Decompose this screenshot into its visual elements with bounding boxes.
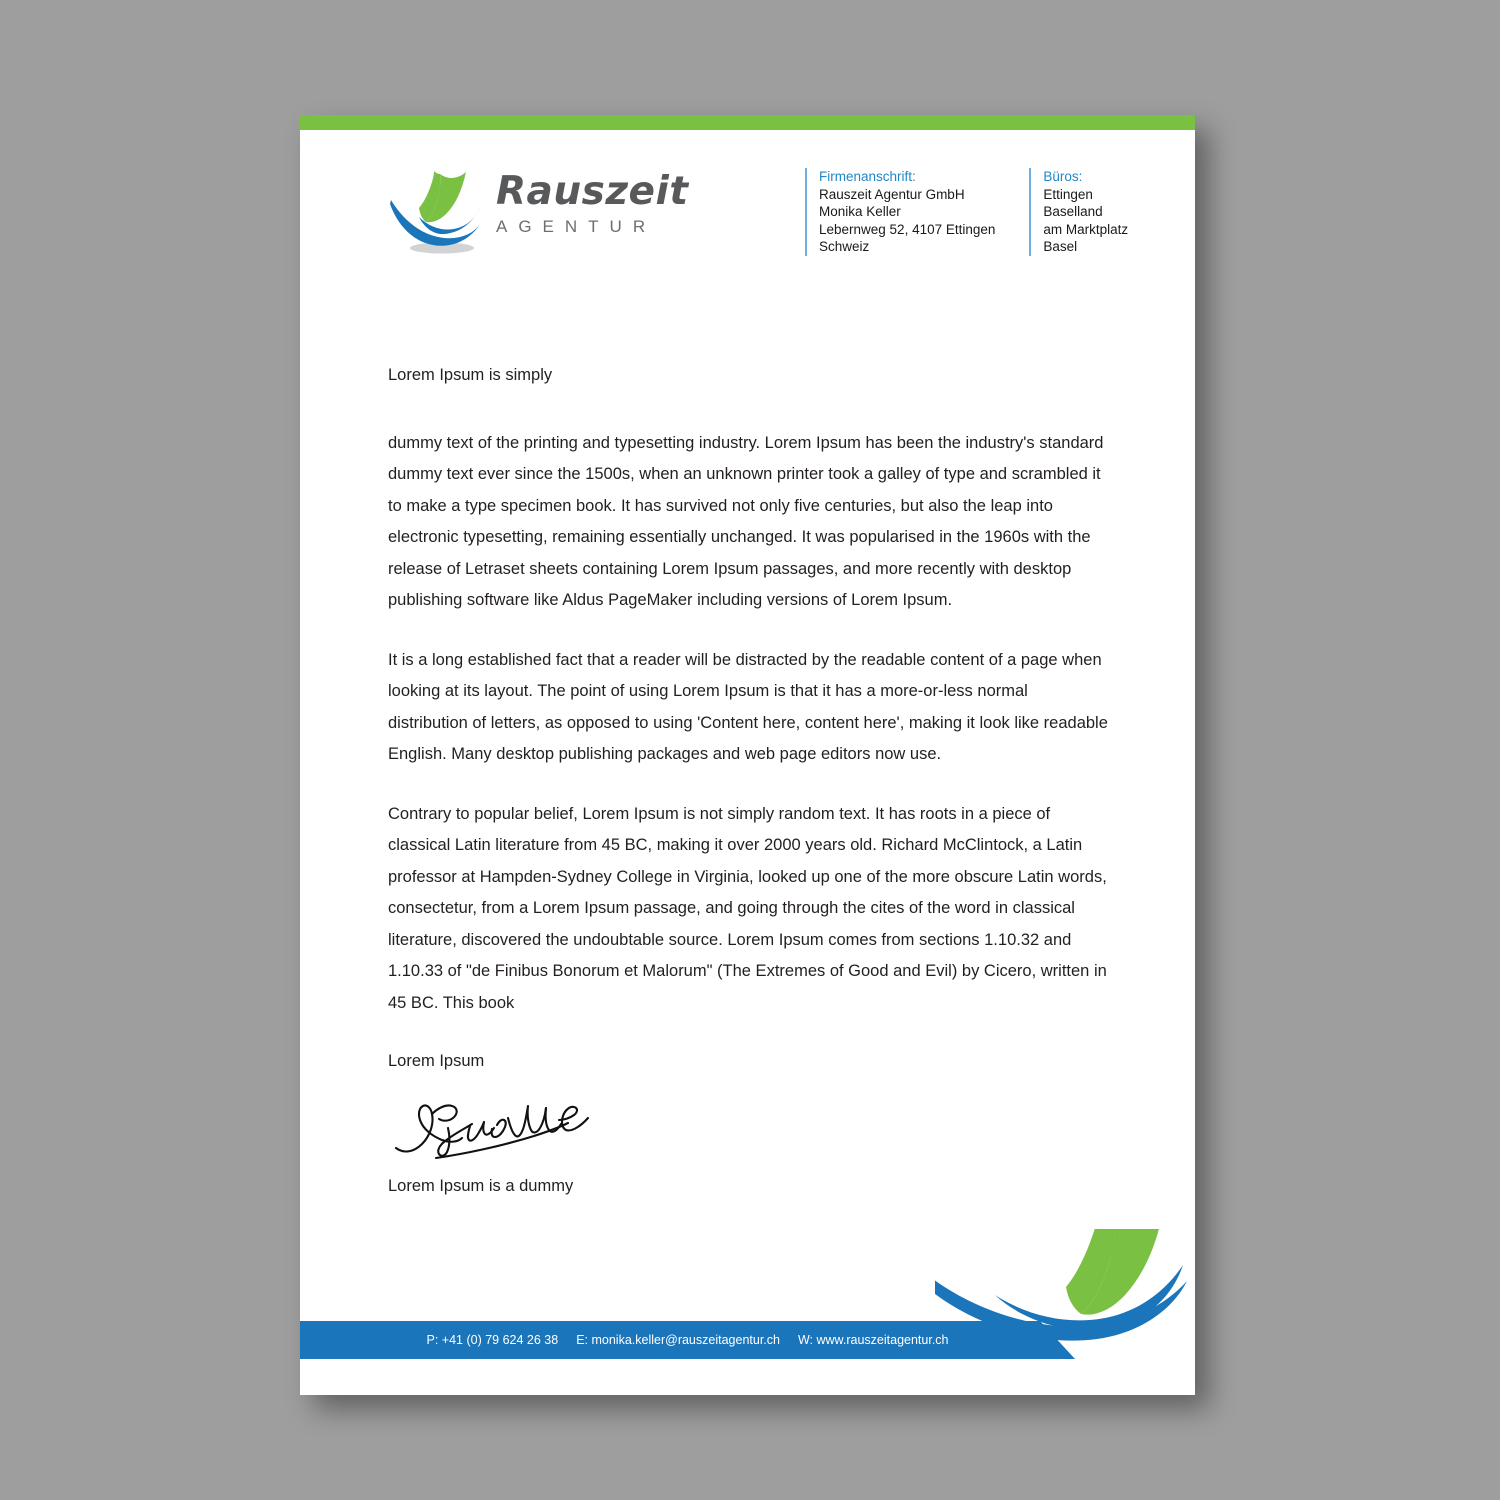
letter-paragraph: dummy text of the printing and typesetting industry. Lorem Ipsum has been the industry's standard dummy text ever since the 1500s, when an unknown printer took a galley of type and scrambled it to make a type specimen book. It has survived not only five centuries, but also the leap into electronic typesetting, remaining essentially unchanged. It was popularised in the 1960s with the release of Letraset sheets containing Lorem Ipsum passages, and more recently with desktop publishing software like Aldus PageMaker including versions of Lorem Ipsum.: [388, 433, 1104, 609]
contact-line: Basel: [1043, 239, 1078, 254]
letterhead-page: [300, 115, 1195, 1395]
contact-line: Schweiz: [819, 239, 870, 254]
footer-website[interactable]: W: www.rauszeitagentur.ch: [797, 1333, 949, 1347]
contact-info-block: [805, 168, 1128, 256]
signoff-name: Lorem Ipsum: [388, 1052, 485, 1070]
contact-column-title: Firmenanschrift:: [819, 169, 916, 184]
contact-column-company: [805, 168, 995, 256]
footer-contact-line: [300, 1321, 1195, 1359]
logo-name-text: Rauszeit: [496, 169, 689, 214]
company-logo: [388, 170, 688, 260]
letterhead-footer: [300, 1321, 1195, 1359]
sail-swoosh-icon: [388, 170, 493, 258]
logo-subtitle-text: AGENTUR: [496, 217, 657, 236]
footer-email[interactable]: E: monika.keller@rauszeitagentur.ch: [576, 1333, 780, 1347]
logo-wordmark: [496, 169, 696, 236]
letter-paragraph: It is a long established fact that a reader will be distracted by the readable content of a page when looking at its layout. The point of using Lorem Ipsum is that it has a more-or-less normal distribution of letters, as opposed to using 'Content here, content here', making it look like readable English. Many desktop publishing packages and web page editors now use.: [388, 650, 1108, 763]
contact-line: Monika Keller: [819, 204, 901, 219]
contact-line: Ettingen: [1043, 186, 1093, 202]
letter-body: [388, 360, 1108, 1202]
contact-column-offices: [1029, 168, 1128, 256]
top-green-band: [300, 115, 1195, 130]
footer-phone: P: +41 (0) 79 624 26 38: [426, 1333, 559, 1347]
signature-image: [392, 1084, 622, 1162]
letterhead-header: [300, 130, 1195, 290]
contact-line: Lebernweg 52, 4107 Ettingen: [819, 221, 996, 237]
contact-column-title: Büros:: [1043, 169, 1083, 184]
contact-line: am Marktplatz: [1043, 221, 1129, 237]
contact-line: Rauszeit Agentur GmbH: [819, 186, 965, 202]
letter-paragraph: Contrary to popular belief, Lorem Ipsum is not simply random text. It has roots in a piece of classical Latin literature from 45 BC, making it over 2000 years old. Richard McClintock, a Latin professor at Hampden-Sydney College in Virginia, looked up one of the more obscure Latin words, consectetur, from a Lorem Ipsum passage, and going through the cites of the word in classical literature, discovered the undoubtable source. Lorem Ipsum comes from sections 1.10.32 and 1.10.33 of "de Finibus Bonorum et Malorum" (The Extremes of Good and Evil) by Cicero, written in 45 BC. This book: [388, 804, 1107, 1012]
contact-line: Baselland: [1043, 204, 1103, 219]
letter-salutation: Lorem Ipsum is simply: [388, 366, 553, 384]
signoff-footer-text: Lorem Ipsum is a dummy: [388, 1176, 574, 1195]
